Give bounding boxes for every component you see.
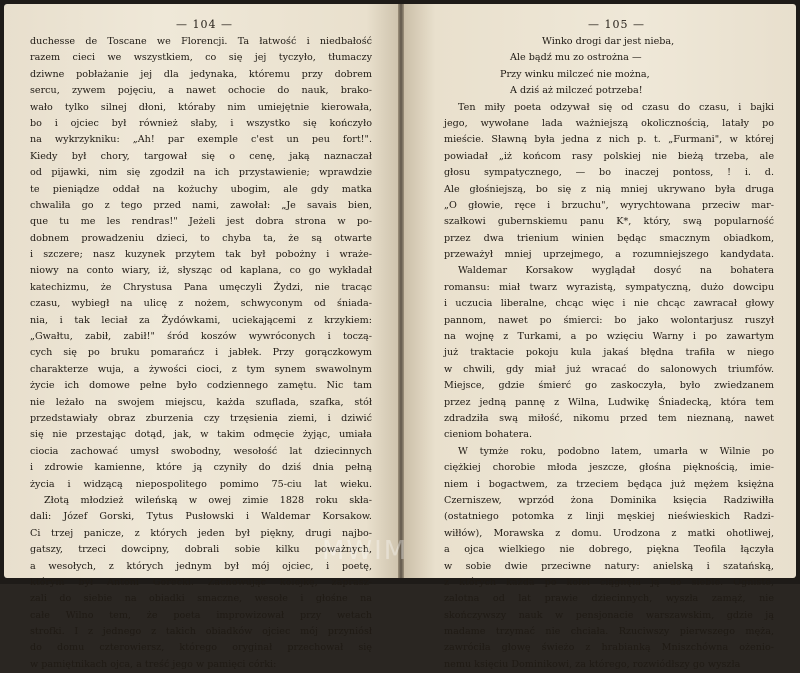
text-line: Miejsce, gdzie śmierć go zaskoczyła, było zwiedzanem: [444, 380, 774, 392]
text-line: Ten miły poeta odzywał się od czasu do czasu, i bajki: [458, 101, 774, 113]
text-line: życia i widzącą niepospolitego pomimo 75-ciu lat wieku.: [30, 478, 372, 490]
text-line: czasu, wybiegł na ulicę z nożem, schwyconym od śniada-: [30, 298, 372, 310]
text-line: pannom, nawet po śmierci: bo jako wolontarjusz ruszył: [444, 314, 774, 326]
text-line: i uczucia liberalne, chcąc więc i nie chcąc zawracał głowy: [444, 298, 774, 310]
text-line: i szczere; nasz kuzynek przytem tak był pobożny i wraże-: [30, 249, 372, 261]
text-line: Kiedy był chory, targował się o cenę, jaką naznaczał: [30, 150, 372, 162]
text-line: cych się po bruku pomarańcz i jabłek. Przy gorączkowym: [30, 347, 372, 359]
text-line: nia, i tak leciał za Żydówkami, uciekającemi z krzykiem:: [30, 314, 372, 326]
text-line: te pieniądze oddał na kożuchy ubogim, ale gdy matka: [30, 183, 372, 195]
text-line: przez dwa trienium winien będąc smacznym obiadkom,: [444, 232, 774, 244]
text-line: jego, wywołane lada ważniejszą okolicznością, latały po: [444, 117, 774, 129]
text-line: charakterze wuja, a żywości cioci, z tym synem swawolnym: [30, 363, 372, 375]
text-line: całe Wilno tem, że poeta improwizował przy wetach: [30, 609, 372, 621]
text-line: Waldemar Korsakow wyglądał dosyć na bohatera: [458, 265, 774, 277]
text-line: dobnem prowadzeniu dzieci, to chyba ta, że są otwarte: [30, 232, 372, 244]
text-line: w pamiętnikach ojca, a treść jego w pamięci córki:: [30, 658, 277, 670]
text-line: A dziś aż milczeć potrzeba!: [510, 85, 643, 97]
left-page: [4, 4, 398, 670]
text-line: od pijawki, nim się zgodził na ich przystawienie; wprawdzie: [30, 167, 372, 179]
text-line: Ale bądź mu zo ostrożna —: [510, 52, 642, 64]
text-line: zdradziła swą miłość, nikomu przed tem nieznaną, nawet: [444, 412, 774, 424]
text-line: szałkowi gubernskiemu panu K*, który, swą popularność: [444, 216, 774, 228]
text-line: dziwne pobłażanie jej dla jedynaka, któremu przy dobrem: [30, 68, 372, 80]
text-line: Przy winku milczeć nie można,: [500, 68, 650, 80]
text-line: Ci trzej panicze, z których jeden był piękny, drugi najbo-: [30, 527, 372, 539]
text-line: que tu me les rendras!" Jeżeli jest dobra strona w po-: [30, 216, 372, 228]
text-line: sercu, zywem pojęciu, a nawet ochocie do nauk, brako-: [30, 85, 372, 97]
text-line: romansu: miał twarz wyrazistą, sympatyczną, dużo dowcipu: [444, 281, 774, 293]
page-number-left: — 104 —: [176, 18, 233, 31]
text-line: bo i ojciec był również słaby, i wszystko się kończyło: [30, 117, 372, 129]
text-line: dali: Józef Gorski, Tytus Pusłowski i Waldemar Korsakow.: [30, 511, 372, 523]
text-line: madame trzymać nie chciała. Rzuciwszy pierwszego męża,: [444, 626, 774, 638]
text-line: przeważył mniej uprzejmego, a rozumniejszego kandydata.: [444, 249, 774, 261]
text-line: nemu księciu Dominikowi, za którego, rozwiódłszy go wyszła: [444, 658, 741, 670]
right-page: [404, 4, 796, 670]
text-line: do domu czterowiersz, którego oryginał przechował się: [30, 642, 372, 654]
text-line: na wykrzykniku: „Ah! par exemple c'est un peu fort!".: [30, 134, 372, 146]
text-line: niowy na conto wiary, iż, słysząc od kaplana, co go wykładał: [30, 265, 372, 277]
text-line: katechizmu, że Chrystusa Pana umęczyli Żydzi, nie tracąc: [30, 281, 372, 293]
text-line: cieniom bohatera.: [444, 429, 532, 441]
text-line: „Gwałtu, zabił, zabił!" śród koszów wywróconych i toczą-: [30, 331, 372, 343]
text-line: i zdrowie kamienne, które ją czyniły do dziś dnia pełną: [30, 462, 372, 474]
text-line: przedstawiały obraz zburzenia czy trzęsienia ziemi, i dziwić: [30, 412, 372, 424]
text-line: „O głowie, ręce i brzuchu", wyrychtowana przeciw mar-: [444, 199, 774, 211]
text-line: się nie przestając dotąd, jak, w takim odmęcie żyjąc, umiała: [30, 429, 372, 441]
text-line: powiadał „iż końcom rasy polskiej nie bieżą trzeba, ale: [444, 150, 774, 162]
text-line: przez jedną pannę z Wilna, Ludwikę Śniadecką, która tem: [444, 396, 774, 408]
text-line: zalotna od lat prawie dziecinnych, wyszła zamąż, nie: [444, 593, 774, 605]
text-line: a wesołych, z których jednym był mój ojciec, i poetę,: [30, 560, 372, 572]
text-line: którym był Antoni Gorecki. Zachowując kolejkę, zaprasz-: [30, 576, 372, 588]
text-line: duchesse de Toscane we Florencji. Ta łatwość i niedbałość: [30, 36, 372, 47]
text-line: niem i bogactwem, za trzeciem będąca już mężem księżna: [444, 478, 774, 490]
text-line: skończywszy nauk w pensjonacie warszawskim, gdzie ją: [444, 609, 774, 621]
text-line: ciężkiej chorobie młoda jeszcze, głośna pięknością, imie-: [444, 462, 774, 474]
text-line: ciocia zachować umysł swobodny, wesołość lat dziecinnych: [30, 445, 372, 457]
text-line: wiłłów), Morawska z domu. Urodzona z matki ohotliwej,: [444, 527, 774, 539]
text-line: wało tylko silnej dłoni, któraby nim umiejętnie kierowała,: [30, 101, 372, 113]
left-page-text: [30, 34, 372, 673]
text-line: mieście. Sławną była jedna z nich p. t. „Furmani", w której: [444, 134, 774, 146]
text-line: Ale głośniejszą, bo się z nią mniej ukrywano była druga: [444, 183, 774, 195]
text-line: chwaliła go z tego przed nami, zawołał: „Je savais bien,: [30, 199, 372, 211]
text-line: nie leżało na swojem miejscu, każda szuflada, szafka, stół: [30, 396, 372, 408]
text-line: gatszy, trzeci dowcipny, dobrali sobie kilku poważnych,: [30, 544, 372, 556]
text-line: razem cieci we wszystkiem, co się jej tyczyło, tłumaczy: [30, 52, 372, 64]
text-line: strofki. I z jednego z takich obiadków ojciec mój przyniósł: [30, 626, 372, 638]
text-line: Złotą młodzież wileńską w owej zimie 1828 roku skła-: [44, 494, 372, 506]
text-line: w sobie dwie przeciwne natury: anielską i szatańską,: [444, 560, 774, 572]
text-line: życie ich domowe pełne było codziennego zamętu. Nic tam: [30, 380, 372, 392]
text-line: a ojca wielkiego nie dobrego, piękna Teofila łączyła: [444, 544, 774, 556]
text-line: zali do siebie na obiadki smaczne, wesołe i głośne na: [30, 593, 372, 605]
text-line: już traktacie pokoju kula jakaś błędna trafiła w niego: [444, 347, 774, 359]
text-line: (ostatniego potomka z linji męskiej nieświeskich Radzi-: [444, 511, 774, 523]
page-number-right: — 105 —: [588, 18, 645, 31]
text-line: Czerniszew, wprzód żona Dominika księcia Radziwiłła: [444, 494, 774, 506]
text-line: głosu sympatycznego, — bo inaczej pontoss, ! i. d.: [444, 167, 774, 179]
watermark: MWIM: [322, 536, 409, 566]
text-line: w chwili, gdy miał już wracać do salonowych triumfów.: [444, 363, 774, 375]
text-line: na wojnę z Turkami, a po wzięciu Warny i po zawartym: [444, 331, 774, 343]
text-line: Winko drogi dar jest nieba,: [542, 36, 675, 47]
text-line: zawróciła głowę świeżo z hrabianką Mniszchówna ożenio-: [444, 642, 774, 654]
text-line: z których każda po kolei ciągnęła ją do siebie. Ogniste,: [444, 576, 774, 588]
text-line: W tymże roku, podobno latem, umarła w Wilnie po: [458, 445, 774, 457]
right-page-text: [444, 34, 774, 673]
